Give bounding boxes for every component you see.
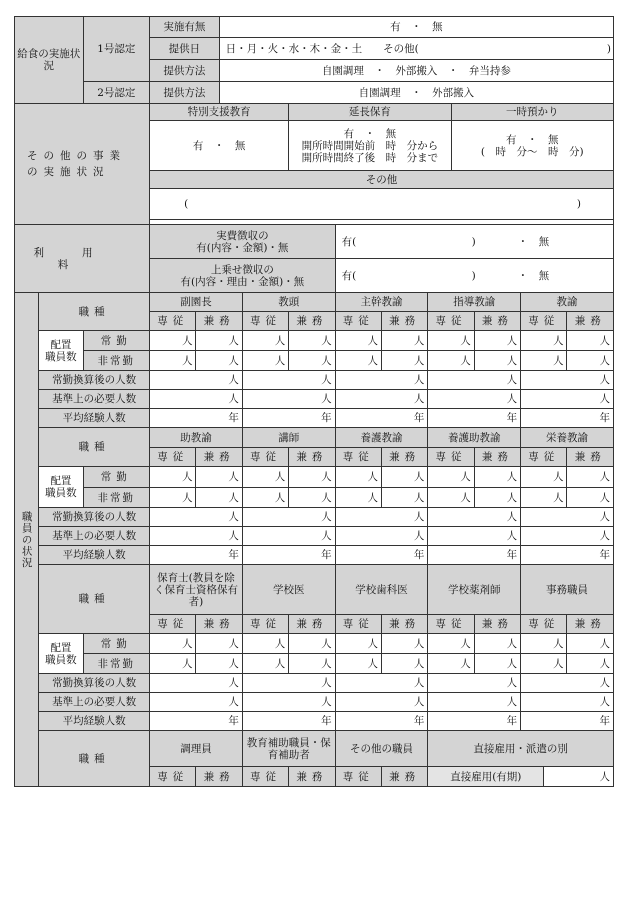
jokin-label: 常勤 xyxy=(83,467,150,488)
g1-kanzan-4[interactable]: 人 xyxy=(521,371,614,390)
jokin-label: 常勤 xyxy=(83,634,150,654)
g2-kanzan-2[interactable]: 人 xyxy=(335,508,428,527)
g3-jokin-kenmu-2[interactable]: 人 xyxy=(381,634,427,654)
g3-kanzan-3[interactable]: 人 xyxy=(428,674,521,693)
uwanose-label: 上乗せ徴収の 有(内容・理由・金額)・無 xyxy=(150,259,336,293)
g3-kijun-2[interactable]: 人 xyxy=(335,693,428,712)
g1-jokin-senju-4[interactable]: 人 xyxy=(521,331,567,351)
g2-title-3: 養護助教諭 xyxy=(428,428,521,448)
shokushu-label: 職種 xyxy=(39,731,150,787)
g1-jokin-senju-0[interactable]: 人 xyxy=(150,331,196,351)
g3-kanzan-4[interactable]: 人 xyxy=(521,674,614,693)
g3-kanzan-0[interactable]: 人 xyxy=(150,674,243,693)
chokusetsu-yuki-label: 直接雇用(有期) xyxy=(428,767,544,787)
g2-heikin-1[interactable]: 年 xyxy=(242,546,335,565)
senju-label: 専従 xyxy=(521,448,567,467)
kennmu-label: 兼務 xyxy=(381,448,427,467)
g2-hijokin-kenmu-2[interactable]: 人 xyxy=(381,488,427,508)
g3-jokin-senju-4[interactable]: 人 xyxy=(521,634,567,654)
g3-hijokin-senju-0[interactable]: 人 xyxy=(150,654,196,674)
g2-hijokin-kenmu-0[interactable]: 人 xyxy=(196,488,242,508)
g1-jokin-senju-3[interactable]: 人 xyxy=(428,331,474,351)
g2-heikin-0[interactable]: 年 xyxy=(150,546,243,565)
g3-heikin-0[interactable]: 年 xyxy=(150,712,243,731)
g2-kanzan-3[interactable]: 人 xyxy=(428,508,521,527)
g1-heikin-3[interactable]: 年 xyxy=(428,409,521,428)
hoho1-label: 提供方法 xyxy=(150,60,220,82)
kennmu-label: 兼務 xyxy=(196,615,242,634)
g3-hijokin-kenmu-1[interactable]: 人 xyxy=(289,654,335,674)
g2-hijokin-senju-3[interactable]: 人 xyxy=(428,488,474,508)
g3-hijokin-senju-4[interactable]: 人 xyxy=(521,654,567,674)
senju-label: 専従 xyxy=(242,615,288,634)
g3-jokin-kenmu-1[interactable]: 人 xyxy=(289,634,335,654)
senju-label: 専従 xyxy=(242,767,288,787)
senju-label: 専従 xyxy=(428,312,474,331)
hoho2-label: 提供方法 xyxy=(150,82,220,104)
g3-hijokin-kenmu-3[interactable]: 人 xyxy=(474,654,520,674)
tokubetsu-value[interactable]: 有 ・ 無 xyxy=(150,121,289,171)
g3-heikin-1[interactable]: 年 xyxy=(242,712,335,731)
nintei1-label: 1号認定 xyxy=(83,17,150,82)
senju-label: 専従 xyxy=(521,615,567,634)
senju-label: 専従 xyxy=(428,448,474,467)
kennmu-label: 兼務 xyxy=(381,312,427,331)
jokin-label: 常勤 xyxy=(83,331,150,351)
g3-heikin-4[interactable]: 年 xyxy=(521,712,614,731)
encho-label: 延長保育 xyxy=(289,104,451,121)
g2-hijokin-senju-1[interactable]: 人 xyxy=(242,488,288,508)
school-info-form xyxy=(14,16,614,787)
haichi-label: 配置 職員数 xyxy=(39,331,83,371)
encho-value[interactable]: 有 ・ 無 開所時間開始前 時 分から 開所時間終了後 時 分まで xyxy=(289,121,451,171)
g2-kijun-0[interactable]: 人 xyxy=(150,527,243,546)
g1-hijokin-senju-0[interactable]: 人 xyxy=(150,351,196,371)
heikin-label: 平均経験人数 xyxy=(39,409,150,428)
kennmu-label: 兼務 xyxy=(289,448,335,467)
senju-label: 専従 xyxy=(150,615,196,634)
heikin-label: 平均経験人数 xyxy=(39,712,150,731)
kennmu-label: 兼務 xyxy=(381,767,427,787)
haichi-label: 配置 職員数 xyxy=(39,634,83,674)
teikyobi-days: 日・月・火・水・木・金・土 xyxy=(225,42,363,55)
tokubetsu-label: 特別支援教育 xyxy=(150,104,289,121)
g1-hijokin-kenmu-1[interactable]: 人 xyxy=(289,351,335,371)
kennmu-label: 兼務 xyxy=(196,767,242,787)
hijokin-label: 非常勤 xyxy=(83,654,150,674)
g2-kijun-3[interactable]: 人 xyxy=(428,527,521,546)
g2-kanzan-0[interactable]: 人 xyxy=(150,508,243,527)
senju-label: 専従 xyxy=(335,615,381,634)
g2-hijokin-senju-2[interactable]: 人 xyxy=(335,488,381,508)
teikyobi-close: ) xyxy=(606,42,611,55)
kennmu-label: 兼務 xyxy=(474,615,520,634)
g1-heikin-4[interactable]: 年 xyxy=(521,409,614,428)
uwanose-value[interactable]: 有( ) ・ 無 xyxy=(335,259,613,293)
g2-jokin-kenmu-0[interactable]: 人 xyxy=(196,467,242,488)
g2-hijokin-senju-0[interactable]: 人 xyxy=(150,488,196,508)
chokusetsu-yuki-value[interactable]: 人 xyxy=(544,767,614,787)
g2-title-0: 助教諭 xyxy=(150,428,243,448)
hoho1-value[interactable]: 自園調理 ・ 外部搬入 ・ 弁当持参 xyxy=(219,60,613,82)
hijokin-label: 非常勤 xyxy=(83,488,150,508)
g1-jokin-kenmu-1[interactable]: 人 xyxy=(289,331,335,351)
g1-title-1: 教頭 xyxy=(242,293,335,312)
g2-heikin-4[interactable]: 年 xyxy=(521,546,614,565)
g2-title-2: 養護教諭 xyxy=(335,428,428,448)
hijokin-label: 非常勤 xyxy=(83,351,150,371)
g2-kijun-4[interactable]: 人 xyxy=(521,527,614,546)
shokushu-label: 職種 xyxy=(39,565,150,634)
g2-title-4: 栄養教諭 xyxy=(521,428,614,448)
kennmu-label: 兼務 xyxy=(289,312,335,331)
g1-hijokin-kenmu-0[interactable]: 人 xyxy=(196,351,242,371)
chokusetsu-label: 直接雇用・派遣の別 xyxy=(428,731,614,767)
senju-label: 専従 xyxy=(335,448,381,467)
g4-title-0: 調理員 xyxy=(150,731,243,767)
jokin-kanzan-label: 常勤換算後の人数 xyxy=(39,674,150,693)
g3-kijun-0[interactable]: 人 xyxy=(150,693,243,712)
senju-label: 専従 xyxy=(150,312,196,331)
kennmu-label: 兼務 xyxy=(196,448,242,467)
jippi-label: 実費徴収の 有(内容・金額)・無 xyxy=(150,225,336,259)
teikyobi-label: 提供日 xyxy=(150,38,220,60)
senju-label: 専従 xyxy=(428,615,474,634)
g1-hijokin-senju-4[interactable]: 人 xyxy=(521,351,567,371)
g2-kijun-1[interactable]: 人 xyxy=(242,527,335,546)
g2-jokin-kenmu-3[interactable]: 人 xyxy=(474,467,520,488)
g3-kijun-1[interactable]: 人 xyxy=(242,693,335,712)
g1-jokin-kenmu-0[interactable]: 人 xyxy=(196,331,242,351)
kennmu-label: 兼務 xyxy=(567,312,614,331)
g2-hijokin-senju-4[interactable]: 人 xyxy=(521,488,567,508)
g3-hijokin-senju-3[interactable]: 人 xyxy=(428,654,474,674)
kennmu-label: 兼務 xyxy=(381,615,427,634)
g3-heikin-3[interactable]: 年 xyxy=(428,712,521,731)
g2-jokin-senju-4[interactable]: 人 xyxy=(521,467,567,488)
g3-title-3: 学校薬剤師 xyxy=(428,565,521,615)
jokin-kanzan-label: 常勤換算後の人数 xyxy=(39,371,150,390)
kennmu-label: 兼務 xyxy=(474,312,520,331)
hoho2-value[interactable]: 自園調理 ・ 外部搬入 xyxy=(219,82,613,104)
g3-jokin-senju-2[interactable]: 人 xyxy=(335,634,381,654)
g3-title-0: 保育士(教員を除く保育士資格保有者) xyxy=(150,565,243,615)
g2-heikin-3[interactable]: 年 xyxy=(428,546,521,565)
ichiji-label: 一時預かり xyxy=(451,104,613,121)
g1-title-0: 副園長 xyxy=(150,293,243,312)
haichi-label: 配置 職員数 xyxy=(39,467,83,508)
kijun-label: 基準上の必要人数 xyxy=(39,527,150,546)
g2-kijun-2[interactable]: 人 xyxy=(335,527,428,546)
g3-kanzan-2[interactable]: 人 xyxy=(335,674,428,693)
g3-kijun-4[interactable]: 人 xyxy=(521,693,614,712)
teikyobi-other: その他( xyxy=(383,42,419,55)
shokuin-section-label: 職員の状況 xyxy=(15,293,39,787)
sonota-label: その他 xyxy=(150,171,614,189)
g1-jokin-kenmu-4[interactable]: 人 xyxy=(567,331,614,351)
g1-heikin-1[interactable]: 年 xyxy=(242,409,335,428)
g1-hijokin-kenmu-4[interactable]: 人 xyxy=(567,351,614,371)
g1-jokin-senju-2[interactable]: 人 xyxy=(335,331,381,351)
g3-hijokin-kenmu-0[interactable]: 人 xyxy=(196,654,242,674)
g2-title-1: 講師 xyxy=(242,428,335,448)
jisshi-label: 実施有無 xyxy=(150,17,220,38)
g2-jokin-kenmu-2[interactable]: 人 xyxy=(381,467,427,488)
g1-hijokin-senju-3[interactable]: 人 xyxy=(428,351,474,371)
g2-jokin-kenmu-1[interactable]: 人 xyxy=(289,467,335,488)
g1-kijun-3[interactable]: 人 xyxy=(428,390,521,409)
g3-hijokin-kenmu-2[interactable]: 人 xyxy=(381,654,427,674)
g1-kijun-4[interactable]: 人 xyxy=(521,390,614,409)
g2-jokin-senju-2[interactable]: 人 xyxy=(335,467,381,488)
g1-kanzan-1[interactable]: 人 xyxy=(242,371,335,390)
g1-title-2: 主幹教諭 xyxy=(335,293,428,312)
g1-hijokin-kenmu-3[interactable]: 人 xyxy=(474,351,520,371)
g2-kanzan-4[interactable]: 人 xyxy=(521,508,614,527)
g1-hijokin-kenmu-2[interactable]: 人 xyxy=(381,351,427,371)
g3-kijun-3[interactable]: 人 xyxy=(428,693,521,712)
g4-title-1: 教育補助職員・保育補助者 xyxy=(242,731,335,767)
g2-jokin-senju-1[interactable]: 人 xyxy=(242,467,288,488)
g3-hijokin-senju-1[interactable]: 人 xyxy=(242,654,288,674)
g3-jokin-senju-1[interactable]: 人 xyxy=(242,634,288,654)
senju-label: 専従 xyxy=(150,767,196,787)
g1-jokin-kenmu-3[interactable]: 人 xyxy=(474,331,520,351)
g3-hijokin-senju-2[interactable]: 人 xyxy=(335,654,381,674)
g3-jokin-senju-0[interactable]: 人 xyxy=(150,634,196,654)
g2-jokin-senju-0[interactable]: 人 xyxy=(150,467,196,488)
g1-hijokin-senju-1[interactable]: 人 xyxy=(242,351,288,371)
senju-label: 専従 xyxy=(150,448,196,467)
senju-label: 専従 xyxy=(335,312,381,331)
g1-kijun-1[interactable]: 人 xyxy=(242,390,335,409)
g1-kanzan-0[interactable]: 人 xyxy=(150,371,243,390)
g1-title-4: 教諭 xyxy=(521,293,614,312)
g2-hijokin-kenmu-4[interactable]: 人 xyxy=(567,488,614,508)
senju-label: 専従 xyxy=(521,312,567,331)
g4-title-2: その他の職員 xyxy=(335,731,428,767)
sonota-jigyo-label: その他の事業の実施状況 xyxy=(15,104,150,225)
g1-heikin-0[interactable]: 年 xyxy=(150,409,243,428)
shokushu-label: 職種 xyxy=(39,293,150,331)
g3-title-2: 学校歯科医 xyxy=(335,565,428,615)
nintei2-label: 2号認定 xyxy=(83,82,150,104)
g1-kanzan-2[interactable]: 人 xyxy=(335,371,428,390)
kennmu-label: 兼務 xyxy=(196,312,242,331)
g2-kanzan-1[interactable]: 人 xyxy=(242,508,335,527)
g1-jokin-senju-1[interactable]: 人 xyxy=(242,331,288,351)
g3-jokin-kenmu-3[interactable]: 人 xyxy=(474,634,520,654)
g2-hijokin-kenmu-3[interactable]: 人 xyxy=(474,488,520,508)
g3-heikin-2[interactable]: 年 xyxy=(335,712,428,731)
kennmu-label: 兼務 xyxy=(474,448,520,467)
g3-jokin-kenmu-4[interactable]: 人 xyxy=(567,634,614,654)
g1-kijun-2[interactable]: 人 xyxy=(335,390,428,409)
kennmu-label: 兼務 xyxy=(567,448,614,467)
kyushoku-section-label: 給食の実施状況 xyxy=(15,17,84,104)
g2-jokin-senju-3[interactable]: 人 xyxy=(428,467,474,488)
kennmu-label: 兼務 xyxy=(289,767,335,787)
senju-label: 専従 xyxy=(242,448,288,467)
g3-hijokin-kenmu-4[interactable]: 人 xyxy=(567,654,614,674)
g3-kanzan-1[interactable]: 人 xyxy=(242,674,335,693)
g1-title-3: 指導教諭 xyxy=(428,293,521,312)
g3-jokin-senju-3[interactable]: 人 xyxy=(428,634,474,654)
g2-jokin-kenmu-4[interactable]: 人 xyxy=(567,467,614,488)
teikyobi-value[interactable] xyxy=(219,38,613,60)
sonota-value[interactable]: ( ) xyxy=(150,189,614,220)
g3-jokin-kenmu-0[interactable]: 人 xyxy=(196,634,242,654)
g1-kanzan-3[interactable]: 人 xyxy=(428,371,521,390)
g1-heikin-2[interactable]: 年 xyxy=(335,409,428,428)
g2-hijokin-kenmu-1[interactable]: 人 xyxy=(289,488,335,508)
g2-heikin-2[interactable]: 年 xyxy=(335,546,428,565)
riyoryo-label: 利用料 xyxy=(15,225,150,293)
kennmu-label: 兼務 xyxy=(289,615,335,634)
g1-jokin-kenmu-2[interactable]: 人 xyxy=(381,331,427,351)
g3-title-1: 学校医 xyxy=(242,565,335,615)
jisshi-value[interactable]: 有 ・ 無 xyxy=(219,17,613,38)
kijun-label: 基準上の必要人数 xyxy=(39,390,150,409)
jokin-kanzan-label: 常勤換算後の人数 xyxy=(39,508,150,527)
senju-label: 専従 xyxy=(242,312,288,331)
g3-title-4: 事務職員 xyxy=(521,565,614,615)
g1-kijun-0[interactable]: 人 xyxy=(150,390,243,409)
jippi-value[interactable]: 有( ) ・ 無 xyxy=(335,225,613,259)
senju-label: 専従 xyxy=(335,767,381,787)
heikin-label: 平均経験人数 xyxy=(39,546,150,565)
ichiji-value[interactable]: 有 ・ 無 ( 時 分～ 時 分) xyxy=(451,121,613,171)
kennmu-label: 兼務 xyxy=(567,615,614,634)
shokushu-label: 職種 xyxy=(39,428,150,467)
g1-hijokin-senju-2[interactable]: 人 xyxy=(335,351,381,371)
kijun-label: 基準上の必要人数 xyxy=(39,693,150,712)
